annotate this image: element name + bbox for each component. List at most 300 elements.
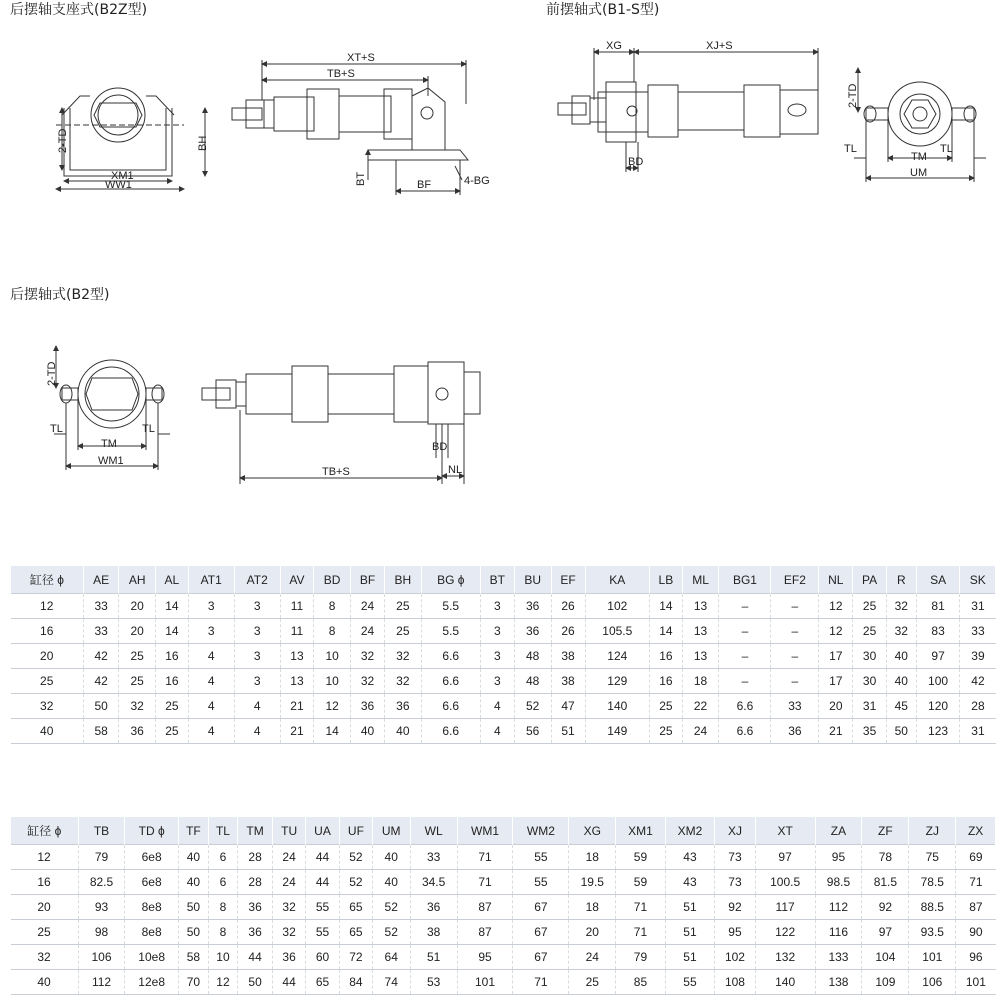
column-header: BG ϕ [421, 566, 480, 594]
table-cell: 36 [514, 619, 551, 644]
table-row [11, 870, 996, 895]
column-header: EF2 [771, 566, 819, 594]
table-cell: 52 [514, 694, 551, 719]
dim-4bg: 4-BG [464, 175, 490, 187]
table-cell: 45 [886, 694, 916, 719]
table-cell: 71 [457, 845, 513, 870]
table-cell: 38 [410, 920, 457, 945]
table-cell: 13 [682, 619, 719, 644]
column-header: PA [853, 566, 887, 594]
table-cell: – [771, 594, 819, 619]
table-cell: 42 [83, 669, 118, 694]
table-cell: 14 [650, 594, 683, 619]
table-cell: 101 [909, 945, 956, 970]
table-cell: 36 [384, 694, 421, 719]
column-header: TF [178, 817, 208, 845]
table-cell: 25 [156, 694, 189, 719]
table-cell: 36 [351, 694, 385, 719]
table-cell: 40 [886, 644, 916, 669]
column-header: AT2 [234, 566, 280, 594]
table-cell: 95 [457, 945, 513, 970]
table-cell: 36 [273, 945, 306, 970]
table-cell: – [719, 619, 771, 644]
table-cell: 12 [209, 970, 238, 995]
table-cell: 12e8 [125, 970, 178, 995]
table-cell: 13 [280, 644, 314, 669]
table-cell: 55 [305, 920, 339, 945]
table-cell: 6.6 [719, 719, 771, 744]
table-cell: 52 [372, 895, 410, 920]
column-header: ZX [956, 817, 996, 845]
table-cell: 32 [273, 920, 306, 945]
table-cell: 52 [340, 870, 373, 895]
table-cell: 17 [819, 644, 853, 669]
table-cell: 82.5 [78, 870, 125, 895]
table-cell: 8 [209, 920, 238, 945]
table-cell: 31 [960, 719, 996, 744]
table-cell: 6.6 [421, 669, 480, 694]
table-cell: 4 [234, 719, 280, 744]
table-cell: 20 [11, 895, 79, 920]
table-cell: 96 [956, 945, 996, 970]
table-cell: 79 [616, 945, 665, 970]
table-cell: 26 [551, 619, 585, 644]
table-cell: 69 [956, 845, 996, 870]
table-cell: 10e8 [125, 945, 178, 970]
table-cell: 104 [862, 945, 909, 970]
table-cell: 100.5 [755, 870, 815, 895]
table-cell: 13 [280, 669, 314, 694]
table-cell: 38 [551, 644, 585, 669]
table-cell: 31 [960, 594, 996, 619]
table-cell: 20 [119, 594, 156, 619]
table-cell: 140 [585, 694, 650, 719]
column-header: XT [755, 817, 815, 845]
table-cell: 3 [480, 594, 514, 619]
table-cell: 53 [410, 970, 457, 995]
dim-tl-b2-left: TL [50, 423, 63, 435]
column-header: AL [156, 566, 189, 594]
column-header: NL [819, 566, 853, 594]
dim-bh: BH [197, 135, 209, 151]
b2z-side-view [232, 60, 468, 195]
column-header: AV [280, 566, 314, 594]
table-cell: 36 [237, 895, 272, 920]
table-cell: 50 [237, 970, 272, 995]
table-cell: 10 [314, 644, 351, 669]
table-cell: 81 [916, 594, 960, 619]
table-cell: 71 [457, 870, 513, 895]
table-row [11, 970, 996, 995]
table-cell: 6 [209, 845, 238, 870]
column-header: EF [551, 566, 585, 594]
table-cell: 25 [569, 970, 616, 995]
table-cell: 123 [916, 719, 960, 744]
table-cell: 18 [682, 669, 719, 694]
table-cell: 4 [188, 644, 234, 669]
dim-2td-b2z: 2-TD [57, 128, 69, 153]
table-cell: 16 [156, 669, 189, 694]
table-cell: 14 [314, 719, 351, 744]
dim-xm1: XM1 [111, 170, 134, 182]
table-cell: 5.5 [421, 619, 480, 644]
column-header: SA [916, 566, 960, 594]
table-cell: 31 [853, 694, 887, 719]
column-header: TL [209, 817, 238, 845]
table-cell: 3 [234, 669, 280, 694]
table-cell: 3 [480, 644, 514, 669]
table-cell: 8e8 [125, 895, 178, 920]
table-cell: 4 [480, 694, 514, 719]
table-cell: 55 [665, 970, 714, 995]
table-cell: 56 [514, 719, 551, 744]
table-cell: 3 [480, 669, 514, 694]
table-cell: 32 [11, 694, 84, 719]
table-cell: 124 [585, 644, 650, 669]
spec-table-1-header [11, 566, 996, 594]
table-cell: 36 [514, 594, 551, 619]
table-cell: – [719, 644, 771, 669]
table-cell: 19.5 [569, 870, 616, 895]
table-cell: 28 [960, 694, 996, 719]
table-row [11, 594, 996, 619]
section-title-b2z: 后摆轴支座式(B2Z型) [10, 2, 148, 18]
table-cell: 71 [616, 895, 665, 920]
table-cell: 51 [551, 719, 585, 744]
table-cell: 81.5 [862, 870, 909, 895]
table-cell: 44 [305, 845, 339, 870]
table-cell: 20 [11, 644, 84, 669]
table-cell: 16 [650, 644, 683, 669]
dim-bf: BF [417, 179, 432, 191]
column-header: AT1 [188, 566, 234, 594]
table-cell: 17 [819, 669, 853, 694]
table-cell: 10 [209, 945, 238, 970]
table-cell: 67 [513, 945, 569, 970]
table-cell: 25 [853, 594, 887, 619]
table-cell: 106 [78, 945, 125, 970]
table-cell: 149 [585, 719, 650, 744]
table-cell: 133 [815, 945, 862, 970]
table-cell: 52 [372, 920, 410, 945]
table-cell: – [771, 644, 819, 669]
table-cell: 21 [280, 694, 314, 719]
table-cell: 74 [372, 970, 410, 995]
table-cell: 3 [480, 619, 514, 644]
column-header: SK [960, 566, 996, 594]
table-cell: 79 [78, 845, 125, 870]
table-cell: 34.5 [410, 870, 457, 895]
table-cell: 26 [551, 594, 585, 619]
table-cell: 32 [273, 895, 306, 920]
table-cell: 25 [156, 719, 189, 744]
table-cell: 40 [178, 870, 208, 895]
table-cell: 70 [178, 970, 208, 995]
column-header: XG [569, 817, 616, 845]
table-cell: 11 [280, 619, 314, 644]
table-cell: 21 [819, 719, 853, 744]
table-cell: 32 [351, 644, 385, 669]
table-cell: 44 [273, 970, 306, 995]
table-cell: 16 [156, 644, 189, 669]
dim-bt: BT [355, 171, 367, 186]
table-cell: 90 [956, 920, 996, 945]
table-cell: 83 [916, 619, 960, 644]
dim-xg: XG [606, 40, 622, 52]
table-cell: 36 [237, 920, 272, 945]
table-cell: 93.5 [909, 920, 956, 945]
table-cell: 13 [682, 644, 719, 669]
table-cell: 24 [351, 619, 385, 644]
b1s-front-view [854, 68, 986, 182]
table-cell: 78 [862, 845, 909, 870]
column-header: 缸径 ϕ [11, 817, 79, 845]
table-cell: 6.6 [719, 694, 771, 719]
column-header: TM [237, 817, 272, 845]
table-cell: 92 [715, 895, 756, 920]
table-cell: 12 [819, 594, 853, 619]
table-cell: 122 [755, 920, 815, 945]
table-cell: 32 [886, 619, 916, 644]
table-cell: 6.6 [421, 694, 480, 719]
spec-table-1 [10, 566, 996, 744]
table-cell: 106 [909, 970, 956, 995]
table-cell: 48 [514, 669, 551, 694]
table-cell: – [771, 669, 819, 694]
table-cell: 20 [819, 694, 853, 719]
column-header: BD [314, 566, 351, 594]
dim-bd-b2: BD [432, 441, 448, 453]
table-cell: 21 [280, 719, 314, 744]
table-cell: 51 [665, 895, 714, 920]
table-cell: 116 [815, 920, 862, 945]
table-cell: 73 [715, 845, 756, 870]
table-cell: 75 [909, 845, 956, 870]
table-cell: 87 [457, 920, 513, 945]
table-cell: 32 [384, 644, 421, 669]
dim-tl-b2-right: TL [142, 423, 155, 435]
column-header: TD ϕ [125, 817, 178, 845]
table-cell: 24 [682, 719, 719, 744]
table-cell: 65 [340, 920, 373, 945]
column-header: UA [305, 817, 339, 845]
table-cell: 44 [237, 945, 272, 970]
table-cell: – [719, 594, 771, 619]
table-cell: 3 [234, 594, 280, 619]
table-cell: 12 [819, 619, 853, 644]
table-cell: 95 [815, 845, 862, 870]
column-header: ZJ [909, 817, 956, 845]
dim-ww1: WW1 [105, 179, 132, 191]
table-cell: 33 [410, 845, 457, 870]
table-cell: 92 [862, 895, 909, 920]
table-cell: 47 [551, 694, 585, 719]
table-cell: 36 [410, 895, 457, 920]
column-header: BT [480, 566, 514, 594]
table-cell: 38 [551, 669, 585, 694]
table-cell: 40 [372, 870, 410, 895]
spec-table-1-body [11, 594, 996, 744]
table-cell: 112 [78, 970, 125, 995]
table-cell: 36 [119, 719, 156, 744]
table-cell: 112 [815, 895, 862, 920]
table-cell: 71 [616, 920, 665, 945]
table-cell: 13 [682, 594, 719, 619]
table-cell: 12 [11, 594, 84, 619]
table-cell: 32 [886, 594, 916, 619]
column-header: XM2 [665, 817, 714, 845]
dim-2td-b1s: 2-TD [847, 83, 859, 108]
table-cell: 88.5 [909, 895, 956, 920]
dim-um: UM [910, 167, 928, 179]
table-cell: 33 [960, 619, 996, 644]
table-cell: 32 [119, 694, 156, 719]
table-cell: 32 [384, 669, 421, 694]
table-cell: 25 [650, 694, 683, 719]
table-cell: 55 [305, 895, 339, 920]
table-cell: 93 [78, 895, 125, 920]
table-cell: 22 [682, 694, 719, 719]
table-cell: 14 [156, 594, 189, 619]
table-cell: 40 [11, 719, 84, 744]
table-row [11, 619, 996, 644]
table-cell: 109 [862, 970, 909, 995]
table-row [11, 719, 996, 744]
table-cell: – [771, 619, 819, 644]
table-cell: 108 [715, 970, 756, 995]
table-cell: 3 [234, 644, 280, 669]
table-cell: 6.6 [421, 644, 480, 669]
table-cell: 16 [11, 870, 79, 895]
dim-xt-s: XT+S [347, 52, 375, 64]
column-header: XJ [715, 817, 756, 845]
table-cell: 101 [956, 970, 996, 995]
table-cell: 39 [960, 644, 996, 669]
table-cell: 140 [755, 970, 815, 995]
table-row [11, 945, 996, 970]
table-cell: 101 [457, 970, 513, 995]
table-cell: 72 [340, 945, 373, 970]
table-cell: 97 [755, 845, 815, 870]
table-cell: 6 [209, 870, 238, 895]
table-cell: 4 [234, 694, 280, 719]
table-cell: 28 [237, 870, 272, 895]
table-cell: 58 [178, 945, 208, 970]
table-cell: – [719, 669, 771, 694]
column-header: TB [78, 817, 125, 845]
table-cell: 67 [513, 920, 569, 945]
column-header: LB [650, 566, 683, 594]
column-header: UM [372, 817, 410, 845]
table-cell: 25 [853, 619, 887, 644]
table-cell: 40 [351, 719, 385, 744]
table-cell: 6.6 [421, 719, 480, 744]
column-header: ZF [862, 817, 909, 845]
table-cell: 50 [83, 694, 118, 719]
table-cell: 14 [156, 619, 189, 644]
table-cell: 32 [351, 669, 385, 694]
table-cell: 60 [305, 945, 339, 970]
table-cell: 40 [11, 970, 79, 995]
table-cell: 18 [569, 895, 616, 920]
dim-tm-b2: TM [101, 438, 117, 450]
column-header: WM2 [513, 817, 569, 845]
dim-wm1: WM1 [98, 455, 124, 467]
table-cell: 51 [410, 945, 457, 970]
table-cell: 24 [569, 945, 616, 970]
table-cell: 40 [886, 669, 916, 694]
dim-tm-b1s: TM [911, 151, 927, 163]
dim-2td-b2: 2-TD [46, 361, 58, 386]
column-header: BF [351, 566, 385, 594]
dim-tb-s-b2: TB+S [322, 466, 350, 478]
table-cell: 98.5 [815, 870, 862, 895]
table-cell: 42 [960, 669, 996, 694]
table-cell: 51 [665, 945, 714, 970]
table-cell: 10 [314, 669, 351, 694]
table-cell: 59 [616, 845, 665, 870]
column-header: TU [273, 817, 306, 845]
table-cell: 65 [305, 970, 339, 995]
b1s-side-view [558, 48, 818, 172]
table-cell: 4 [188, 694, 234, 719]
table-cell: 105.5 [585, 619, 650, 644]
table-cell: 20 [119, 619, 156, 644]
table-cell: 4 [480, 719, 514, 744]
table-cell: 50 [886, 719, 916, 744]
column-header: 缸径 ϕ [11, 566, 84, 594]
table-cell: 25 [11, 669, 84, 694]
table-cell: 24 [351, 594, 385, 619]
column-header: AE [83, 566, 118, 594]
spec-table-2 [10, 817, 996, 995]
table-row [11, 920, 996, 945]
table-cell: 30 [853, 644, 887, 669]
table-cell: 40 [384, 719, 421, 744]
table-cell: 25 [119, 669, 156, 694]
table-cell: 117 [755, 895, 815, 920]
table-cell: 52 [340, 845, 373, 870]
table-cell: 33 [771, 694, 819, 719]
table-cell: 87 [457, 895, 513, 920]
column-header: BH [384, 566, 421, 594]
spec-table-2-body [11, 845, 996, 995]
dim-nl: NL [448, 464, 463, 476]
table-cell: 78.5 [909, 870, 956, 895]
table-cell: 14 [650, 619, 683, 644]
dim-tb-s-b2z: TB+S [327, 68, 355, 80]
table-cell: 3 [188, 594, 234, 619]
table-cell: 5.5 [421, 594, 480, 619]
table-cell: 138 [815, 970, 862, 995]
table-cell: 59 [616, 870, 665, 895]
table-cell: 33 [83, 594, 118, 619]
dim-xj-s: XJ+S [706, 40, 733, 52]
table-cell: 35 [853, 719, 887, 744]
table-cell: 25 [384, 594, 421, 619]
table-cell: 33 [83, 619, 118, 644]
column-header: BG1 [719, 566, 771, 594]
table-cell: 48 [514, 644, 551, 669]
table-cell: 100 [916, 669, 960, 694]
table-row [11, 845, 996, 870]
table-cell: 25 [650, 719, 683, 744]
table-cell: 36 [771, 719, 819, 744]
b2-front-view [54, 346, 170, 470]
table-cell: 8 [209, 895, 238, 920]
table-cell: 32 [11, 945, 79, 970]
table-cell: 3 [234, 619, 280, 644]
